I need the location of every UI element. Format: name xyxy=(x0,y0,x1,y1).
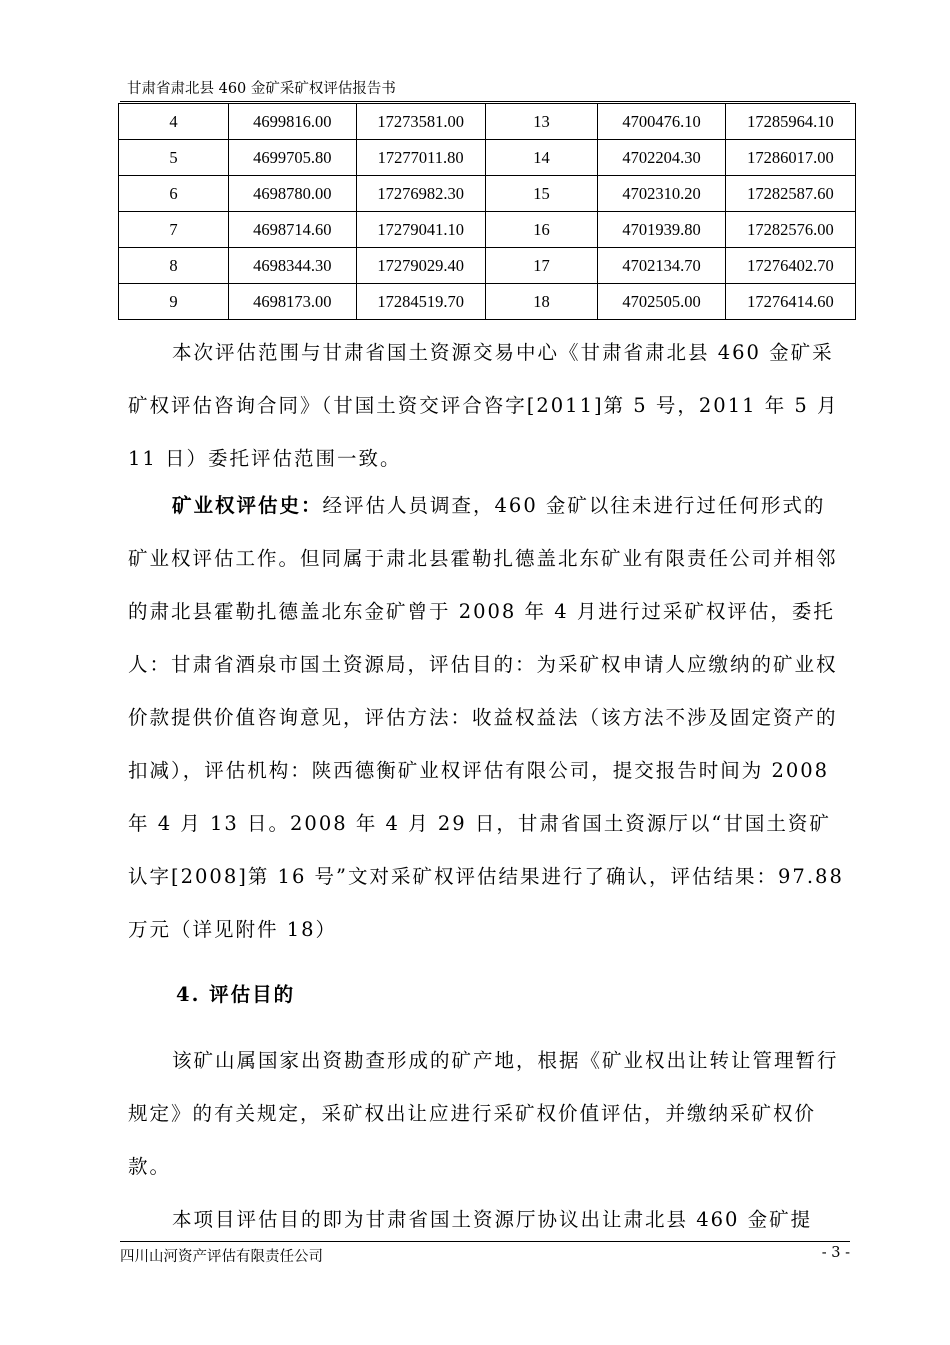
table-cell: 17276402.70 xyxy=(725,248,855,284)
footer-company: 四川山河资产评估有限责任公司 xyxy=(120,1249,323,1265)
page-header: 甘肃省肃北县 460 金矿采矿权评估报告书 xyxy=(127,81,396,97)
table-cell: 4702134.70 xyxy=(598,248,726,284)
table-row xyxy=(119,212,856,248)
footer-rule xyxy=(120,1241,850,1242)
table-cell: 9 xyxy=(119,284,229,320)
table-cell: 17 xyxy=(485,248,597,284)
table-cell: 17284519.70 xyxy=(356,284,485,320)
table-cell: 13 xyxy=(485,104,597,140)
table-cell: 16 xyxy=(485,212,597,248)
coordinates-table xyxy=(118,103,856,320)
table-cell: 4698344.30 xyxy=(228,248,356,284)
table-cell: 4 xyxy=(119,104,229,140)
table-cell: 17279029.40 xyxy=(356,248,485,284)
table-row xyxy=(119,140,856,176)
table-cell: 18 xyxy=(485,284,597,320)
table-cell: 4698173.00 xyxy=(228,284,356,320)
table-cell: 17276982.30 xyxy=(356,176,485,212)
header-rule xyxy=(120,101,850,102)
scope-paragraph: 本次评估范围与甘肃省国土资源交易中心《甘肃省肃北县 460 金矿采矿权评估咨询合同》（甘国土资交评合咨字[2011]第 5 号，2011 年 5 月 11 日）委托评估范围一致。 xyxy=(128,341,839,470)
table-cell: 17285964.10 xyxy=(725,104,855,140)
table-row xyxy=(119,176,856,212)
table-cell: 5 xyxy=(119,140,229,176)
table-cell: 17276414.60 xyxy=(725,284,855,320)
table-row xyxy=(119,248,856,284)
table-cell: 4702204.30 xyxy=(598,140,726,176)
table-cell: 4698780.00 xyxy=(228,176,356,212)
table-cell: 6 xyxy=(119,176,229,212)
table-cell: 15 xyxy=(485,176,597,212)
table-cell: 4699705.80 xyxy=(228,140,356,176)
table-cell: 14 xyxy=(485,140,597,176)
table-cell: 17286017.00 xyxy=(725,140,855,176)
table-cell: 7 xyxy=(119,212,229,248)
table-cell: 4698714.60 xyxy=(228,212,356,248)
table-cell: 4701939.80 xyxy=(598,212,726,248)
purpose-paragraph-2: 本项目评估目的即为甘肃省国土资源厅协议出让肃北县 460 金矿提 xyxy=(172,1208,813,1231)
table-cell: 4700476.10 xyxy=(598,104,726,140)
section-heading: 4. 评估目的 xyxy=(176,983,296,1006)
table-cell: 4702505.00 xyxy=(598,284,726,320)
history-paragraph xyxy=(128,479,844,956)
table-cell: 17273581.00 xyxy=(356,104,485,140)
history-label: 矿业权评估史： xyxy=(172,494,323,517)
table-cell: 17282576.00 xyxy=(725,212,855,248)
table-row xyxy=(119,104,856,140)
table-cell: 17282587.60 xyxy=(725,176,855,212)
table-cell: 17277011.80 xyxy=(356,140,485,176)
history-text: 经评估人员调查，460 金矿以往未进行过任何形式的矿业权评估工作。但同属于肃北县霍勒扎德盖北东矿业有限责任公司并相邻的肃北县霍勒扎德盖北东金矿曾于 2008 年 4 月进行过采矿权评估，委托人：甘肃省酒泉市国土资源局，评估目的：为采矿权申请人应缴纳的矿业权价款提供价值咨询意见，评估方法：收益权益法（该方法不涉及固定资产的扣减），评估机构：陕西德衡矿业权评估有限公司，提交报告时间为 2008 年 4 月 13 日。2008 年 4 月 29 日，甘肃省国土资源厅以“甘国土资矿认字[2008]第 16 号”文对采矿权评估结果进行了确认，评估结果：97.88 万元（详见附件 18） xyxy=(128,494,844,941)
table-cell: 4702310.20 xyxy=(598,176,726,212)
table-cell: 4699816.00 xyxy=(228,104,356,140)
page-number: - 3 - xyxy=(821,1245,850,1261)
table-cell: 8 xyxy=(119,248,229,284)
table-cell: 17279041.10 xyxy=(356,212,485,248)
table-row xyxy=(119,284,856,320)
purpose-paragraph-1: 该矿山属国家出资勘查形成的矿产地，根据《矿业权出让转让管理暂行规定》的有关规定，采矿权出让应进行采矿权价值评估，并缴纳采矿权价款。 xyxy=(128,1049,839,1178)
